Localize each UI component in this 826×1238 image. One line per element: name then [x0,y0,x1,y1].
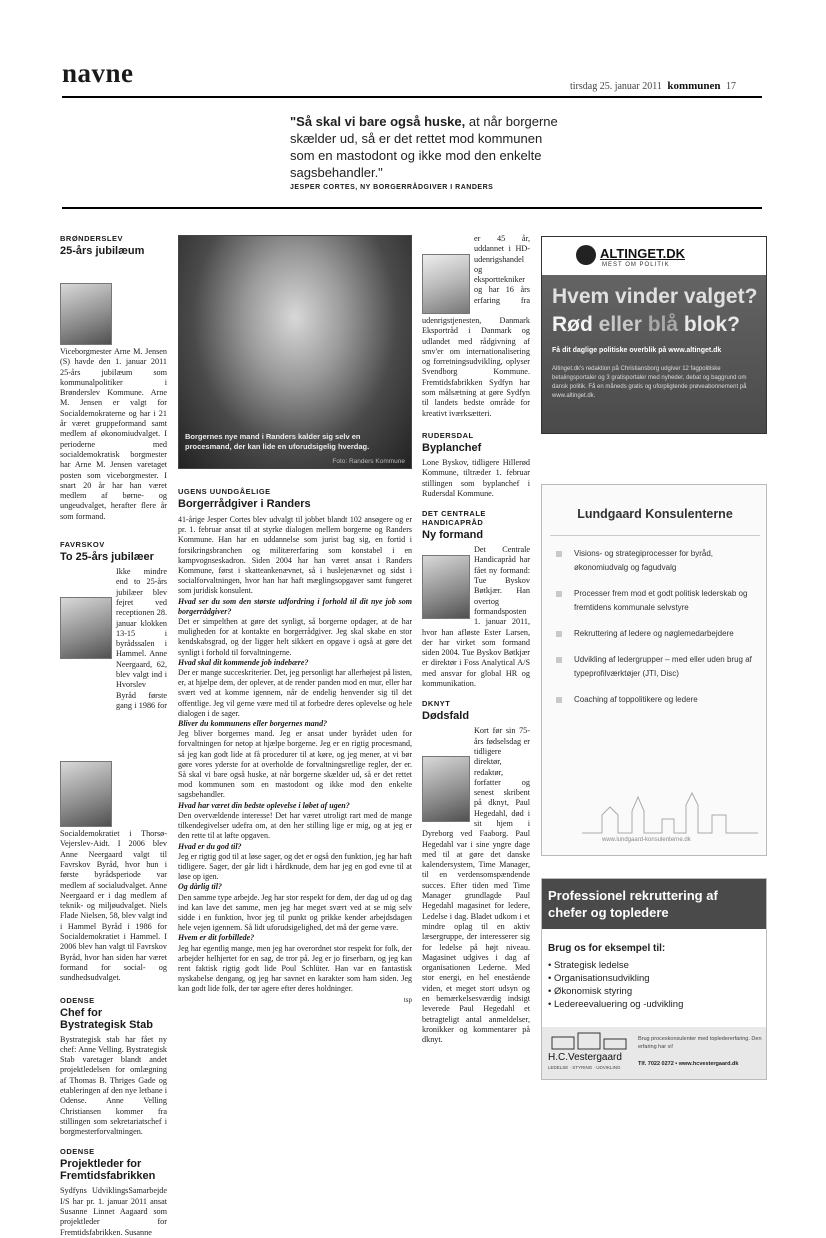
vestergaard-item: • Strategisk ledelse [548,960,629,971]
article-headline: 25-års jubilæum [60,245,145,257]
vestergaard-item: • Organisationsudvikling [548,973,650,984]
article-category: ODENSE [60,1147,95,1157]
article-headline: To 25-års jubilæer [60,551,154,564]
article-category: ODENSE [60,995,95,1005]
altinget-headline-2 [552,313,740,337]
interview-question: Bliver du kommunens eller borgernes mand? [178,719,328,729]
article-text: Kort før sin 75-års fødselsdag er tidligere direktør, redaktør, forfatter og senest skribent på dknyt, Paul Hegedahl, død i sit hjem i Dyreborg ved Faaborg. Paul Hegedahl var i sine yngre dage med til at gøre det danske kalendersystem, Time Manager, til en verdensomspændende succes. Efter tiden med Time Manager grundlagde Paul Hegedahl magasinet for ledere, Ledelse i dag. Bladet udkom i et mindre oplag til en aktiv læsergruppe, der interesserer sig for ledelse på højt niveau. Magasinet udgives i dag af organisationen Lederne. Med stor energi, en hel enestående viden, et meget stort udsyn og en bemærkelsesværdig indsigt leverede Paul Hegedahl et betragteligt antal anmeldelser, kronikker og kommentarer på dknyt. [422,726,530,1045]
vestergaard-subheading: Brug os for eksempel til: [548,943,666,954]
column-1 [60,234,167,1238]
article-body [60,1186,167,1237]
portrait-photo [60,761,112,827]
altinget-logo-icon [576,245,596,265]
lundgaard-item: Rekruttering af ledere og nøglemedarbejdere [552,627,762,641]
article-body [422,545,530,689]
portrait-photo [60,283,112,345]
article-body [60,1035,167,1138]
article-headline: Projektleder for Fremtidsfabrikken [60,1158,156,1183]
header-dateline [570,80,736,92]
interview-answer: Jeg er rigtig god til at løse sager, og det er også den funktion, jeg har haft tidligere. Sager, der går lidt i hårdknude, dem har jeg en god evne til at løse op igen. [178,851,412,882]
vestergaard-ad[interactable] [541,878,767,1080]
altinget-logo: ALTINGET.DK [600,246,685,261]
vestergaard-list [548,959,758,1011]
vestergaard-logo-icon [550,1031,630,1051]
lundgaard-title: Lundgaard Konsulenterne [577,507,733,521]
article-headline: Byplanchef [422,441,482,454]
pullquote-lead: "Så skal vi bare også huske, [290,114,466,129]
vestergaard-contact[interactable]: Tlf. 7022 0272 • www.hcvestergaard.dk [638,1061,739,1067]
interview-question: Hvem er dit forbillede? [178,933,255,943]
paper-name: kommunen [667,80,721,92]
article-body [178,515,412,1005]
lundgaard-item: Visions- og strategiprocesser for byråd, økonomiudvalg og fagudvalg [552,547,762,575]
lundgaard-item: Udvikling af ledergrupper – med eller uden brug af typeprofilværktøjer (JTI, Disc) [552,653,762,681]
article-category: UGENS UUNDGÅELIGE [178,487,271,496]
feature-photo-caption: Borgernes nye mand i Randers kalder sig selv en procesmand, der kan lide en uforudsigelig hverdag. [185,432,370,451]
article-headline: Dødsfald [422,710,470,723]
issue-date: tirsdag 25. januar 2011 [570,81,662,92]
article-body [60,567,167,983]
pullquote-rule [62,207,762,209]
lundgaard-item: Coaching af toppolitikere og ledere [552,693,762,707]
portrait-photo [422,756,470,822]
page-number: 17 [726,81,737,92]
vestergaard-tagline: Brug proceskonsulenter med topledererfaring. Den erfaring har vi! [638,1036,762,1050]
altinget-small-print: Altinget.dk's redaktion på Christiansborg udgiver 12 fagpolitiske betalingsportaler og 3 gratisportaler med nyheder, debat og baggrund om dansk politik. Få en måneds gratis og uforpligtende prøveabonnement på www.altinget.dk. [552,366,747,399]
feature-photo [178,235,412,469]
article-body [422,726,530,1045]
article-category: RUDERSDAL [422,430,474,440]
article-text: er 45 år, uddannet i HD-udenrigshandel og eksporttekniker og har 16 års erfaring fra udenrigstjenesten, Danmark Eksportråd i Danmark og udlandet med rådgivning af smv'er om internationalisering og forretningsudvikling, oplyser Svendborg Kommune. Fremtidsfabrikken Sydfyn har som målsætning at gøre Sydfyn til landets bedste område for kreativt iværksætteri. [422,234,530,418]
article-body [422,234,530,419]
word-blue: blå [647,313,679,336]
vestergaard-item: • Økonomisk styring [548,986,633,997]
pullquote [290,113,570,181]
word-red: Rød [552,313,593,336]
article-category: FAVRSKOV [60,540,105,550]
interview-answer: Jeg bliver borgernes mand. Jeg er ansat under byrådet uden for forvaltningen for netop at hjælpe borgerne. Jeg er en rigtig procesmand, så jeg kan godt lide at få procedurer til at køre, og jeg mener, at vi bør gøre vores yderste for at overholde de forvaltningsretlige regler, der er. Så skal vi bare også huske, at når borgerne skælder ud, så er det rettet mod kommunen som en mastodont og ikke mod den enkelte sagsbehandler. [178,729,412,800]
interview-answer: Den overvældende interesse! Det har været utroligt rart med de mange tilkendegivelser udefra om, at den her stilling lige er mig, og at jeg er den rette til at løfte opgaven. [178,810,412,841]
article-text: Det Centrale Handicapråd har fået ny formand: Tue Byskov Bøtkjær. Han overtog formandsposten 1. januar 2011, hvor han afløste Ester Larsen, der har virket som formand siden 2004. Tue Byskov Bøtkjær er direktør i Foss Analytical A/S med ansvar for global HR og kommunikation. [422,545,530,689]
word-or: eller [598,313,642,336]
altinget-tagline: Få dit daglige politiske overblik på www.altinget.dk [552,347,722,354]
article-body [60,261,167,522]
article-headline: Chef for Bystrategisk Stab [60,1006,153,1031]
photo-credit: Foto: Randers Kommune [332,458,405,465]
feature-article [178,487,412,1005]
vestergaard-logo-sub: LEDELSE · STYRING · UDVIKLING [548,1065,621,1070]
interview-answer: Jeg har egentlig mange, men jeg har overordnet stor respekt for folk, der arbejder helhjertet for en sag, de tror på. Jeg er jo firserbarn, og jeg kan rent faktisk rigtig godt lide Poul Schlüter. Han var en fantastisk nyskabelse dengang, og jeg har savnet en karakter som ham siden. Jeg kan godt lide folk, der tør agere efter deres holdninger. [178,943,412,994]
interview-question: Hvad har været din bedste oplevelse i løbet af ugen? [178,800,350,810]
author-signature: tsp [403,995,412,1004]
portrait-photo [422,555,470,619]
interview-question: Hvad er du god til? [178,841,242,851]
article-text: Lone Byskov, tidligere Hillerød Kommune, tiltræder 1. februar stillingen som byplanchef i Rudersdal Kommune. [422,457,530,498]
lundgaard-url[interactable]: www.lundgaard-konsulenterne.dk [602,837,691,843]
article-text: 41-årige Jesper Cortes blev udvalgt til jobbet blandt 102 ansøgere og er pr. 1. februar ansat til at styrke dialogen mellem borgerne og Randers Kommune. Han har en uddannelse som jurist bag sig, en fortid i forsikringsbranchen og militærerfaring som konstabel i en kampvognseskadron. Siden 2004 har han været ansat i Randers Kommune, først i skatteankenævnet, så i huslejenævnet og sidst i socialforvaltningen, hvor han har haft mæglingsopgaver samt fungeret som juridisk konsulent. [178,515,412,596]
interview-question: Og dårlig til? [178,882,223,892]
city-skyline-illustration [582,785,758,835]
article-text: Sydfyns UdviklingsSamarbejde I/S har pr. 1. januar 2011 ansat Susanne Linnet Aagaard som projektleder for Fremtidsfabrikken. Susanne [60,1186,167,1237]
pullquote-attribution: JESPER CORTES, NY BORGERRÅDGIVER I RANDERS [290,184,494,191]
pullquote-text: at når borgerne skælder ud, så er det rettet mod kommunen som en mastodont og ikke mod den enkelte sagsbehandler." [290,114,558,180]
article-text: Viceborgmester Arne M. Jensen (S) havde den 1. januar 2011 25-års jubilæum som kommunalpolitiker i Brønderslev Kommune. Arne M. Jensen er valgt for Socialdemokraterne og har i 21 år været gruppeformand samt medlem af økonomiudvalget. I perioderne med socialdemokratisk borgmester har Arne M. Jensen varetaget posten som viceborgmester. I snart 20 år har han været medlem af børne- og ungeudvalget, herafter flere år som formand. [60,347,167,521]
article-text: Bystrategisk stab har fået ny chef: Anne Velling. Bystrategisk Stab varetager blandt andet projektledelsen for omlægning af Thomas B. Thriges Gade og etableringen af den nye letbane i Odense. Anne Velling Christiansen kommer fra stillingen som sekretariatschef i borgmesterforvaltningen. [60,1034,167,1137]
portrait-photo [60,597,112,659]
article-category: DET CENTRALE HANDICAPRÅD [422,509,486,528]
word-block: blok? [683,313,740,336]
altinget-ad[interactable] [541,236,767,434]
interview-answer: Det er simpelthen at gøre det synligt, så borgerne opdager, at de har muligheden for at kontakte en borgerrådgiver. Jeg skal skabe en stor kendskabsgrad, og der ligger helt sikkert en opgave i også at gøre det synligt i forhold til forvaltningerne. [178,617,412,657]
interview-question: Hvad skal dit kommende job indebære? [178,657,309,667]
portrait-photo [422,254,470,314]
interview-answer: Den samme type arbejde. Jeg har stor respekt for dem, der dag ud og dag ind kan lave det samme, men jeg har meget svært ved at se mig selv sidde i en funktion, hvor jeg til punkt og prikke kender arbejdsdagen hele vejen igennem. Så lidt uforudsigelighed, det må der gerne være. [178,892,412,933]
article-headline: Ny formand [422,529,484,542]
vestergaard-item: • Ledereevaluering og -udvikling [548,999,684,1010]
article-text: Ikke mindre end to 25-års jubilæer blev fejret ved receptionen 28. januar klokken 13-15 i byrådssalen i Hammel. Anne Neergaard, 62, blev valgt ind i Hvorslev Byråd første gang i 1986 for Socialdemokratiet i Thorsø-Vejerslev-Aidt. I 2006 blev Anne Neergaard valgt til Favrskov Byråd, hvor hun i første byrådsperiode var medlem af socialudvalget. Anne Neergaard er i dag medlem af teknik- og miljøudvalget. Niels Flade Nielsen, 58, blev valgt ind i Hammel Byråd i 1986 for Socialdemokratiet i Hammel. I 2006 blev han valgt til Favrskov Byråd, hvor han siden har været formand for social- og sundhedsudvalget. [60,567,167,983]
article-headline: Borgerrådgiver i Randers [178,498,311,510]
section-title: navne [62,58,134,88]
lundgaard-item: Processer frem mod et godt politisk lederskab og fremtidens kommunale selvstyre [552,587,762,615]
altinget-headline-1: Hvem vinder valget? [552,285,758,308]
header-rule [62,96,762,98]
lundgaard-ad[interactable] [541,484,767,856]
altinget-logo-sub: MEST OM POLITIK [602,262,670,268]
interview-answer: Der er mange succeskriterier. Det, jeg personligt har allerhøjest på listen, er, at hjælpe dem, der oplever, at de render panden mod en mur, eller har svært ved at komme igennem, når de endelig henvender sig til det offentlige. Jeg vil gerne være med til at forbedre deres oplevelse og hele dialogen i de sager. [178,668,412,718]
interview-question: Hvad ser du som den største udfordring i forhold til dit nye job som borgerrådgiver? [178,596,412,616]
vestergaard-logo: H.C.Vestergaard [548,1052,622,1063]
article-category: BRØNDERSLEV [60,234,124,243]
lundgaard-list [552,547,762,719]
column-3 [422,234,530,1046]
vestergaard-banner: Professionel rekruttering af chefer og topledere [542,879,766,929]
lundgaard-title-rule [550,535,760,536]
article-body [422,458,530,499]
article-category: DKNYT [422,699,451,709]
